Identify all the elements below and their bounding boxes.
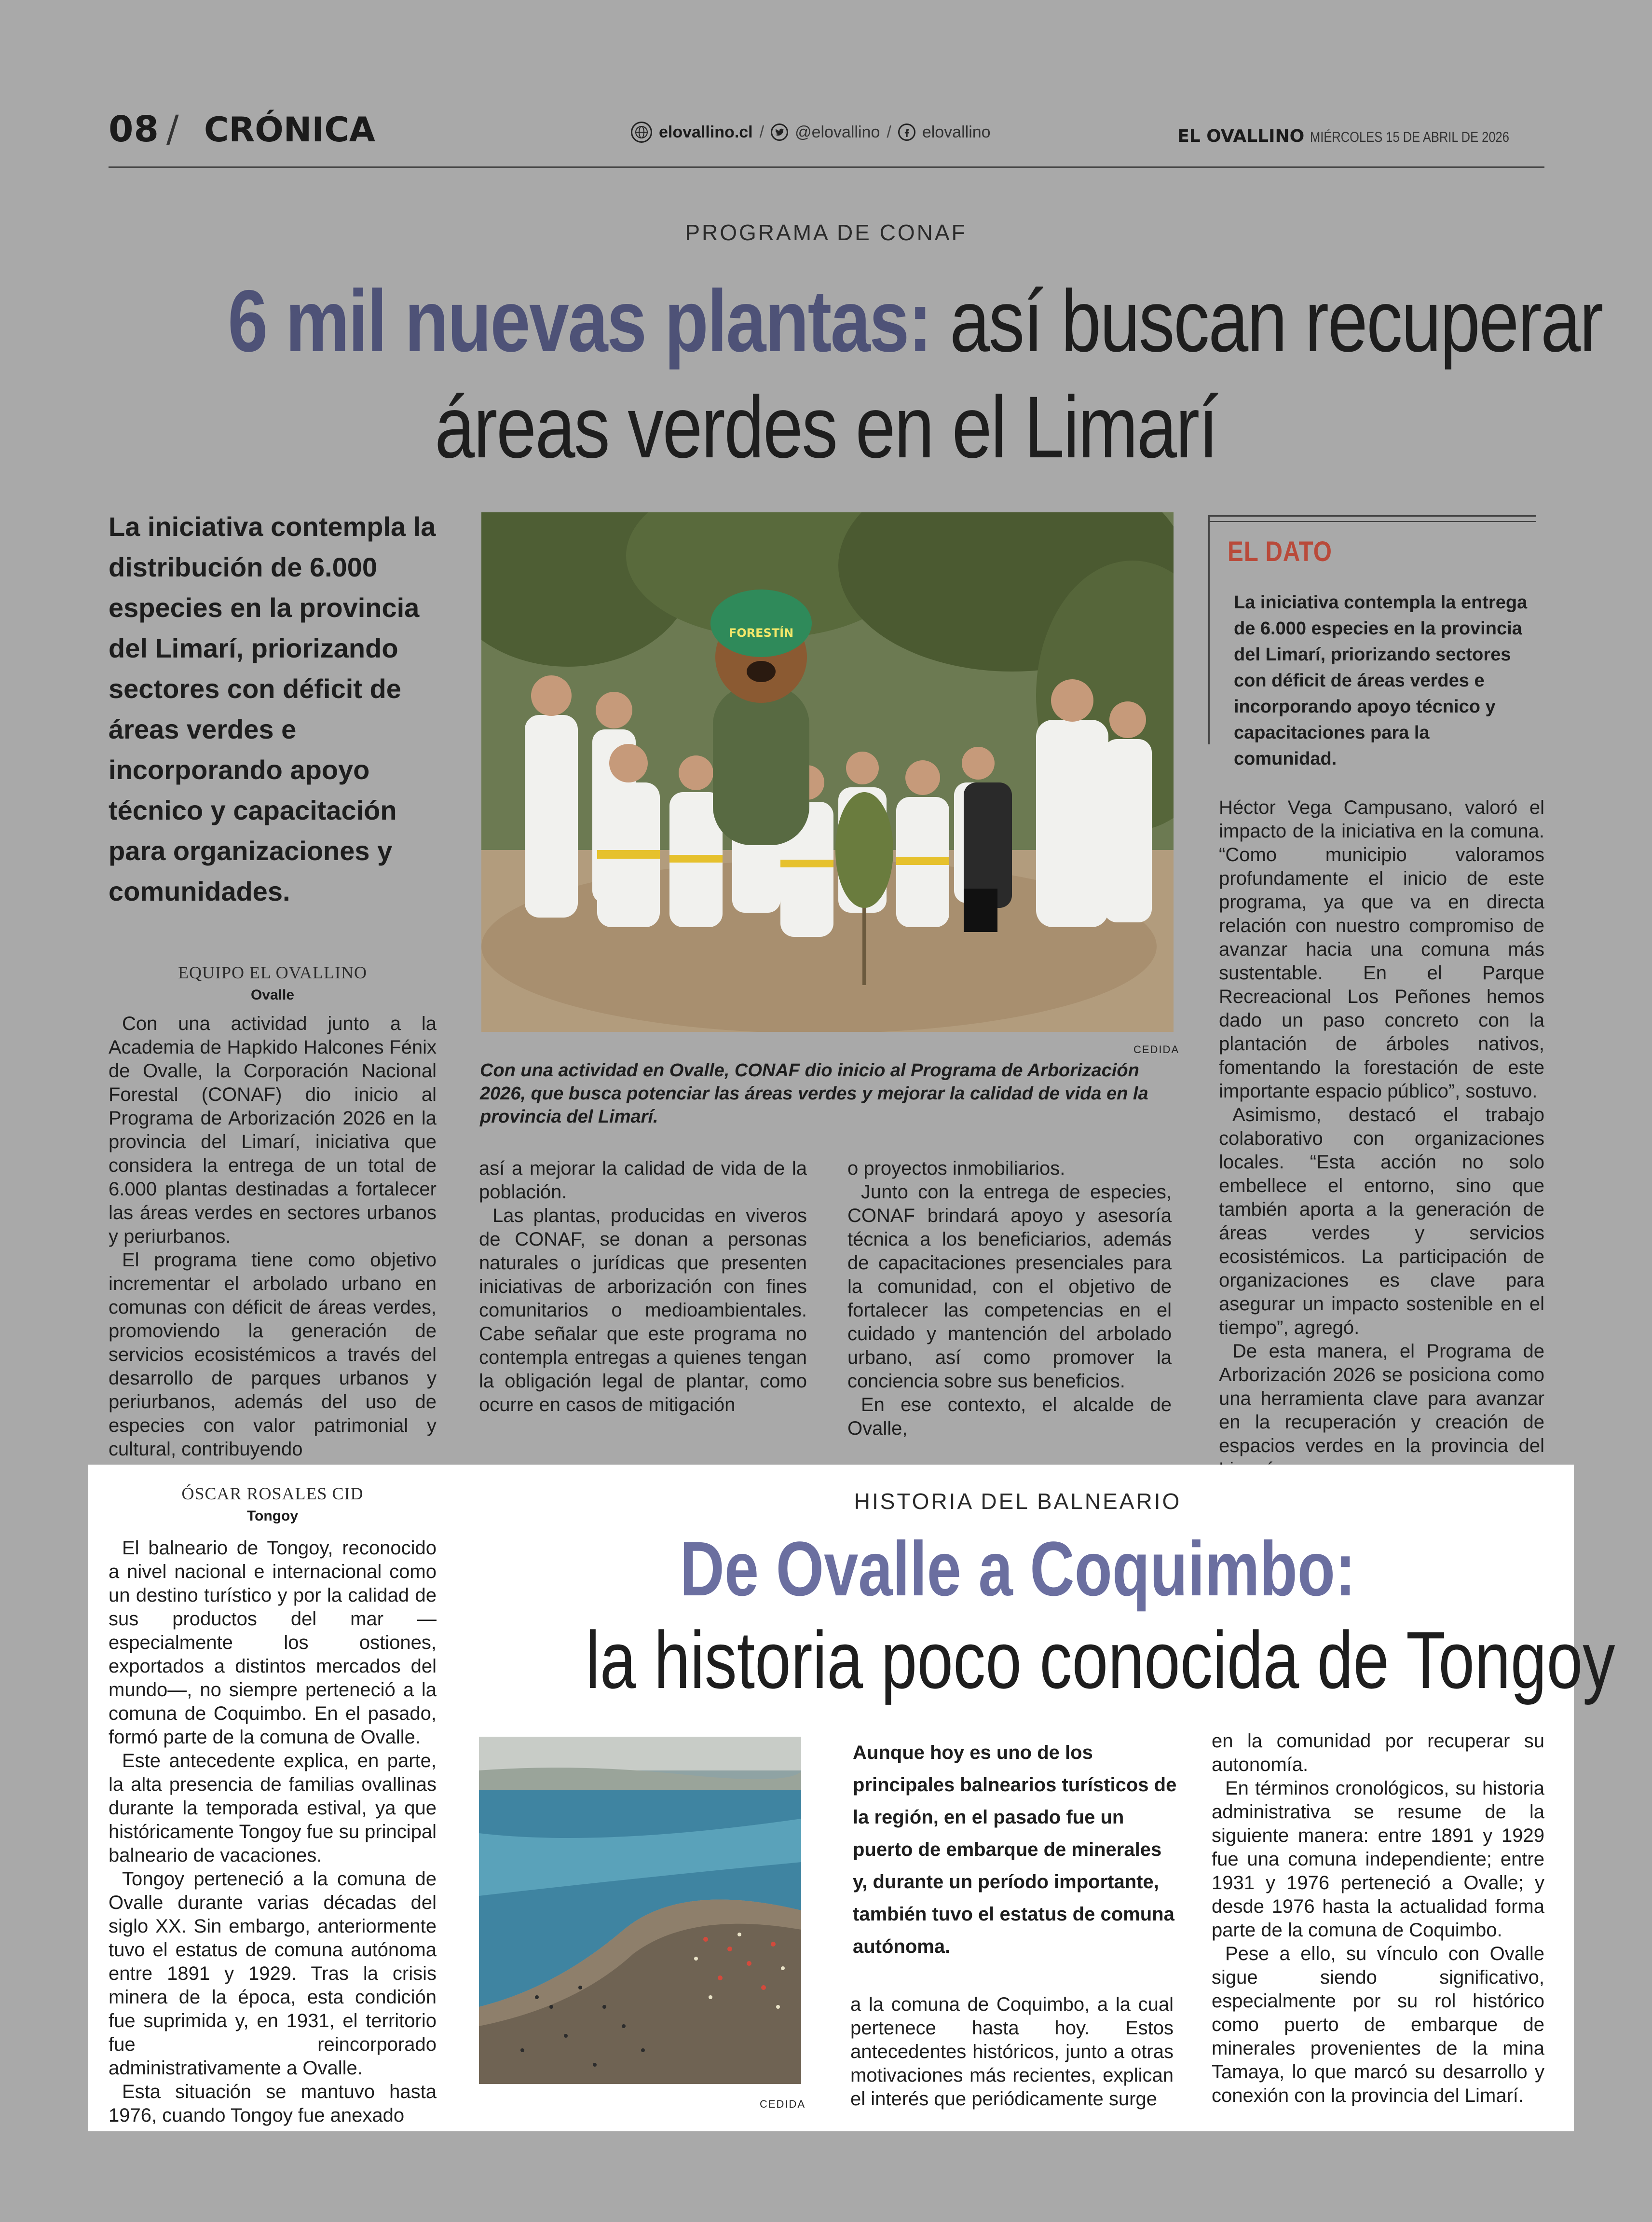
header-separator: / — [166, 107, 179, 150]
paragraph: En términos cronológicos, su historia administrativa se resume de la siguiente manera: entre 1891 y 1929 fue una comuna independiente; entre 1931 y 1976 perteneció a Ovalle; y desde 1976 hasta la actualidad forma parte de la comuna de Coquimbo. — [1212, 1778, 1544, 1941]
issue-date: MIÉRCOLES 15 DE ABRIL DE 2026 — [1310, 129, 1510, 145]
header-divider: / — [759, 123, 765, 141]
dato-title: EL DATO — [1228, 536, 1332, 567]
paragraph: Héctor Vega Campusano, valoró el impacto de la iniciativa en la comuna. “Como municipio valoramos profundamente el inicio de este programa, ya que va en directa relación con nuestro compromiso de avanzar hacia una comuna más sustentable. En el Parque Recreacional Los Peñones hemos dado un paso concreto con la plantación de árboles nativos, fomentando la forestación de este importante espacio público”, sostuvo. — [1219, 797, 1544, 1102]
header-divider: / — [887, 123, 891, 141]
paragraph: Esta situación se mantuvo hasta 1976, cuando Tongoy fue anexado — [109, 2081, 437, 2126]
article2-byline: ÓSCAR ROSALES CID — [181, 1484, 364, 1503]
article2-kicker: HISTORIA DEL BALNEARIO — [854, 1489, 1182, 1514]
headline1-bold: 6 mil nuevas plantas: — [228, 272, 931, 370]
article1-photo-credit: CEDIDA — [1133, 1043, 1180, 1056]
article2-column-2 — [850, 1993, 1174, 2111]
article1-column-3 — [847, 1157, 1172, 1440]
article2-place: Tongoy — [246, 1508, 299, 1524]
article2-column-1 — [109, 1536, 437, 2127]
paragraph: En ese contexto, el alcalde de Ovalle, — [847, 1394, 1172, 1439]
headline1-rest: así buscan recuperar — [931, 272, 1602, 370]
paragraph: Junto con la entrega de especies, CONAF brindará apoyo y asesoría técnica a los beneficiarios, además de capacitaciones presenciales para la comunidad, con el objetivo de fortalecer las competencias en el cuidado y mantención del arbolado urbano, así como promover la conciencia sobre sus beneficios. — [847, 1181, 1172, 1392]
article2-photo — [479, 1737, 801, 2084]
paragraph: en la comunidad por recuperar su autonomía. — [1212, 1730, 1544, 1775]
article2-column-3 — [1212, 1729, 1544, 2108]
dato-rule — [1208, 515, 1536, 517]
paragraph: o proyectos inmobiliarios. — [847, 1158, 1065, 1179]
paragraph: Asimismo, destacó el trabajo colaborativo con organizaciones locales. “Esta acción no solo embellece el entorno, sino que también aporta a la generación de áreas verdes y servicios ecosistémicos. La participación de organizaciones es clave para asegurar un impacto sostenible en el tiempo”, agregó. — [1219, 1104, 1544, 1338]
facebook-handle[interactable]: elovallino — [922, 123, 991, 141]
dato-side-rule — [1208, 515, 1210, 744]
header-rule — [109, 166, 1544, 168]
paragraph: Pese a ello, su vínculo con Ovalle sigue siendo significativo, especialmente por su rol histórico como puerto de embarque de minerales provenientes de la mina Tamaya, lo que marcó su desarrollo y conexión con la provincia del Limarí. — [1212, 1943, 1544, 2106]
article1-kicker: PROGRAMA DE CONAF — [685, 220, 967, 245]
paragraph: Este antecedente explica, en parte, la alta presencia de familias ovallinas durante la temporada estival, ya que históricamente Tongoy fue su principal balneario de vacaciones. — [109, 1750, 437, 1866]
page-number: 08 — [109, 109, 159, 150]
section-name: CRÓNICA — [204, 110, 375, 150]
article1-photo — [481, 512, 1174, 1032]
mascot-hat-text: FORESTÍN — [728, 626, 794, 640]
paragraph: El programa tiene como objetivo incrementar el arbolado urbano en comunas con déficit de áreas verdes, promoviendo la generación de servicios ecosistémicos a través del desarrollo de parques urbanos y periurbanos, además del uso de especies con valor patrimonial y cultural, contribuyendo — [109, 1249, 437, 1460]
headline1-line2: áreas verdes en el Limarí — [435, 378, 1217, 476]
article2-photo-credit: CEDIDA — [760, 2098, 806, 2110]
facebook-f-icon — [898, 123, 915, 141]
dato-text: La iniciativa contempla la entrega de 6.000 especies en la provincia del Limarí, priorizando sectores con déficit de áreas verdes e incorporando apoyo técnico y capacitaciones para la comunidad. — [1234, 592, 1528, 769]
paragraph: Las plantas, producidas en viveros de CONAF, se donan a personas naturales o jurídicas que presenten iniciativas de arborización con fines comunitarios o medioambientales. Cabe señalar que este programa no contempla entregas a quienes tengan la obligación legal de plantar, como ocurre en casos de mitigación — [479, 1205, 807, 1415]
article1-lead: La iniciativa contempla la distribución de 6.000 especies en la provincia del Limarí, priorizando sectores con déficit de áreas verdes e incorporando apoyo técnico y capacitación para organizaciones y comunidades. — [109, 511, 436, 906]
paragraph: a la comuna de Coquimbo, a la cual pertenece hasta hoy. Estos antecedentes históricos, junto a otras motivaciones más recientes, explican el interés que periódicamente surge — [850, 1994, 1174, 2110]
article1-column-1 — [109, 1012, 437, 1461]
paragraph: El balneario de Tongoy, reconocido a nivel nacional e internacional como un destino turístico y por la calidad de sus productos del mar —especialmente los ostiones, exportados a distintos mercados del mundo—, no siempre perteneció a la comuna de Coquimbo. En el pasado, formó parte de la comuna de Ovalle. — [109, 1537, 437, 1748]
article2-lead: Aunque hoy es uno de los principales balnearios turísticos de la región, en el pasado fue un puerto de embarque de minerales y, durante un período importante, también tuvo el estatus de comuna autónoma. — [853, 1742, 1177, 1957]
paragraph: De esta manera, el Programa de Arborización 2026 se posiciona como una herramienta clave para avanzar en la recuperación y creación de espacios verdes en la provincia del — [1219, 1341, 1544, 1456]
article1-caption: Con una actividad en Ovalle, CONAF dio inicio al Programa de Arborización 2026, que busca potenciar las áreas verdes y mejorar la calidad de vida en la provincia del Limarí. — [480, 1060, 1148, 1127]
paragraph: Con una actividad junto a la Academia de Hapkido Halcones Fénix de Ovalle, la Corporación Nacional Forestal (CONAF) dio inicio al Programa de Arborización 2026 en la provincia del Limarí, iniciativa que considera la entrega de un total de 6.000 plantas destinadas a fortalecer las áreas verdes en sectores urbanos y periurbanos. — [109, 1013, 437, 1247]
paragraph: así a mejorar la calidad de vida de la población. — [479, 1158, 807, 1203]
header-social-links — [631, 122, 991, 143]
www-globe-icon — [631, 122, 652, 143]
header-masthead — [1177, 126, 1544, 146]
article1-headline — [228, 268, 1602, 480]
twitter-bird-icon — [771, 123, 788, 141]
paragraph: Tongoy perteneció a la comuna de Ovalle durante varias décadas del siglo XX. Sin embargo, anteriormente tuvo el estatus de comuna autónoma entre 1891 y 1929. Tras la crisis minera de la época, esta condición fue suprimida y, en 1931, el territorio fue reincorporado administrativamente a Ovalle. — [109, 1868, 437, 2079]
article1-column-2 — [479, 1157, 807, 1417]
article1-column-4 — [1219, 796, 1544, 1481]
article1-byline: EQUIPO EL OVALLINO — [178, 963, 367, 982]
website-link[interactable]: elovallino.cl — [659, 123, 753, 141]
article2-headline-line2: la historia poco conocida de Tongoy — [586, 1615, 1615, 1705]
article1-place: Ovalle — [250, 987, 295, 1003]
dato-rule — [1208, 521, 1536, 522]
twitter-handle[interactable]: @elovallino — [795, 123, 880, 141]
newspaper-name: EL OVALLINO — [1177, 126, 1305, 146]
article2-headline-line1: De Ovalle a Coquimbo: — [680, 1525, 1356, 1612]
